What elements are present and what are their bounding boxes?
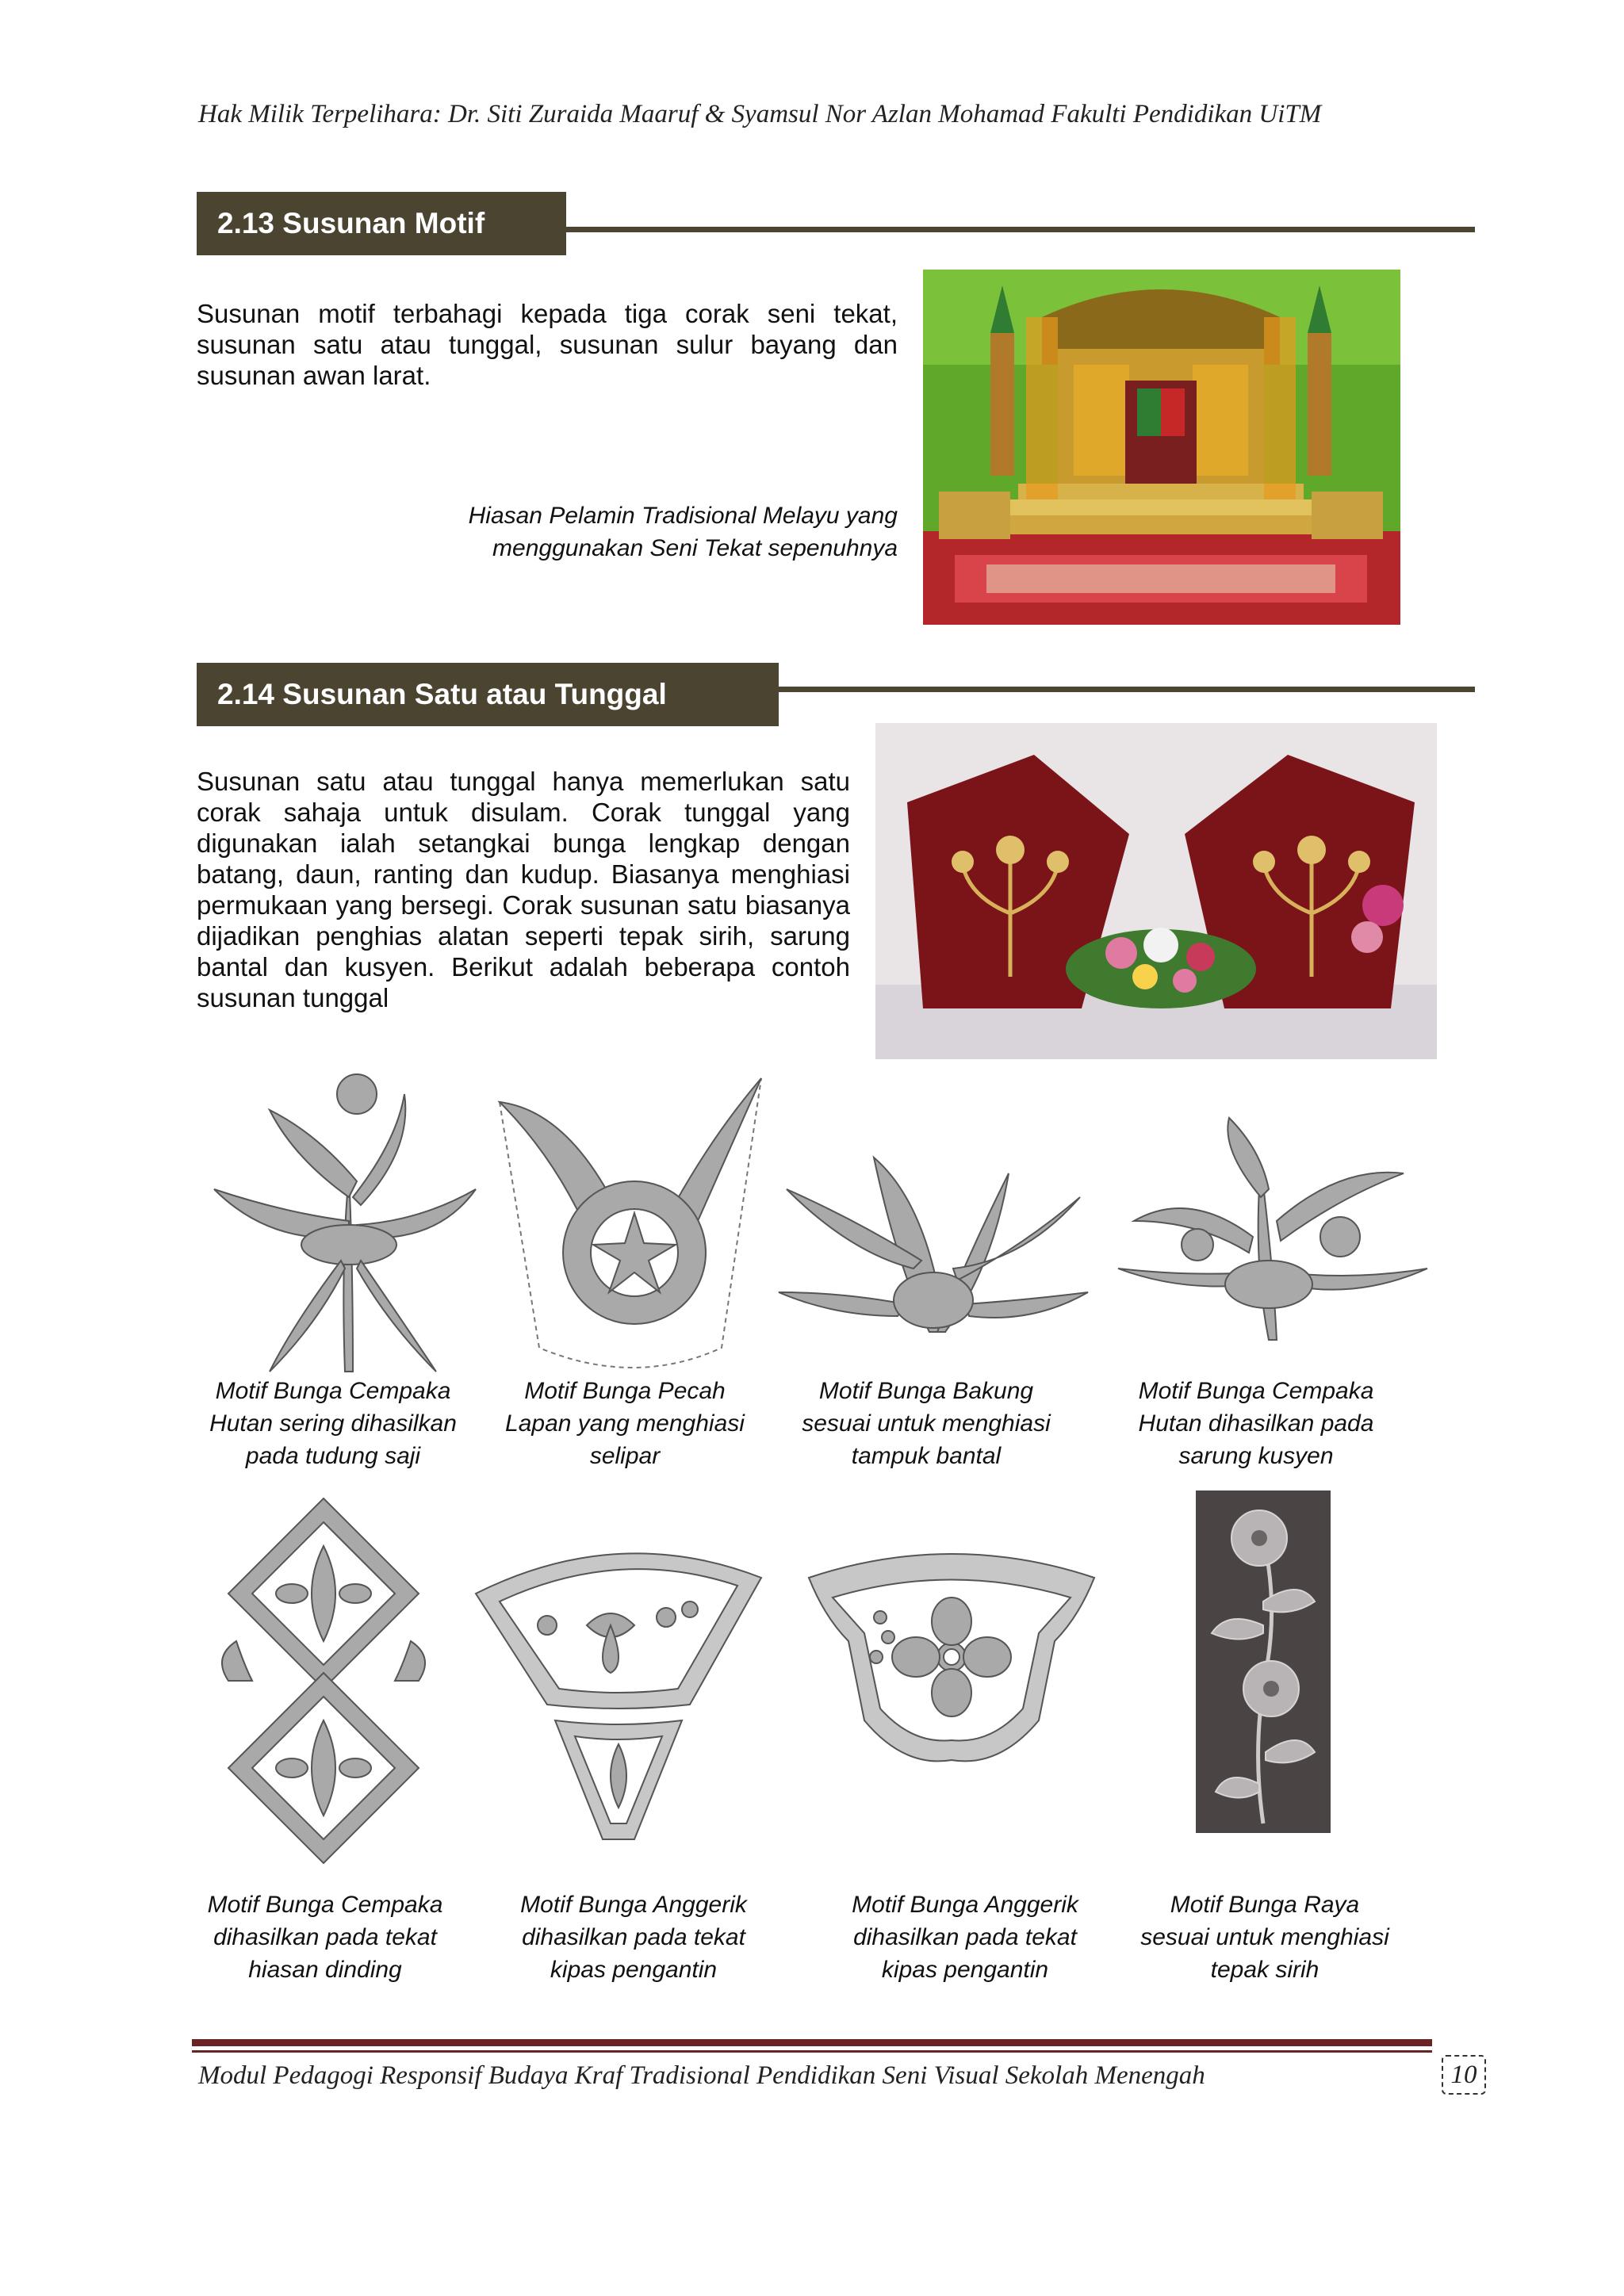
section-rule <box>779 687 1475 692</box>
section-2-14-paragraph: Susunan satu atau tunggal hanya memerlukan satu corak sahaja untuk disulam. Corak tunggal yang digunakan ialah setangkai bunga lengkap dengan batang, daun, ranting dan kudup. Biasanya menghiasi permukaan yang bersegi. Corak susunan satu biasanya dijadikan penghias alatan seperti tepak sirih, sarung bantal dan kusyen. Berikut adalah beberapa contoh susunan tunggal <box>197 767 850 1012</box>
caption-line: dihasilkan pada tekat <box>213 1924 437 1950</box>
motif-bakung-tampuk-bantal <box>771 1110 1094 1348</box>
caption-line: tampuk bantal <box>851 1443 1002 1469</box>
motif-caption <box>828 1888 1102 1986</box>
motif-cempaka-hiasan-dinding <box>205 1483 442 1879</box>
caption-line: menggunakan Seni Tekat sepenuhnya <box>492 535 898 561</box>
motif-anggerik-kipas-pengantin <box>468 1538 772 1855</box>
caption-line: Motif Bunga Raya <box>1170 1892 1360 1918</box>
section-2-13-paragraph: Susunan motif terbahagi kepada tiga corak seni tekat, susunan satu atau tunggal, susunan sulur bayang dan susunan awan larat. <box>197 299 898 390</box>
caption-line: kipas pengantin <box>881 1957 1049 1983</box>
footer-rule <box>192 2039 1432 2046</box>
motif-caption <box>782 1375 1071 1472</box>
caption-line: Motif Bunga Bakung <box>818 1378 1034 1404</box>
cushion-photo <box>875 723 1437 1059</box>
footer-rule <box>192 2050 1432 2053</box>
section-title-2-13: 2.13 Susunan Motif <box>197 192 566 255</box>
pelamin-photo <box>923 270 1400 625</box>
caption-line: Hutan dihasilkan pada <box>1138 1410 1374 1437</box>
motif-pecah-lapan-selipar <box>492 1062 771 1380</box>
caption-line: dihasilkan pada tekat <box>522 1924 745 1950</box>
caption-line: Hutan sering dihasilkan <box>209 1410 457 1437</box>
motif-caption <box>1113 1375 1399 1472</box>
motif-caption <box>496 1888 771 1986</box>
caption-line: Hiasan Pelamin Tradisional Melayu yang <box>468 503 898 529</box>
caption-line: Motif Bunga Anggerik <box>852 1892 1078 1918</box>
caption-line: dihasilkan pada tekat <box>853 1924 1077 1950</box>
caption-line: sesuai untuk menghiasi <box>802 1410 1051 1437</box>
caption-line: Motif Bunga Anggerik <box>520 1892 747 1918</box>
caption-line: hiasan dinding <box>248 1957 402 1983</box>
motif-bunga-raya-tepak-sirih <box>1196 1490 1331 1833</box>
page-header: Hak Milik Terpelihara: Dr. Siti Zuraida Maaruf & Syamsul Nor Azlan Mohamad Fakulti Pendidikan UiTM <box>198 100 1322 128</box>
caption-line: Motif Bunga Cempaka <box>215 1378 451 1404</box>
motif-caption <box>487 1375 763 1472</box>
caption-line: kipas pengantin <box>550 1957 718 1983</box>
caption-line: Motif Bunga Cempaka <box>207 1892 443 1918</box>
motif-anggerik-kipas-pengantin-2 <box>801 1538 1102 1776</box>
motif-caption <box>190 1375 476 1472</box>
motif-cempaka-hutan-sarung-kusyen <box>1102 1102 1438 1364</box>
page-number: 10 <box>1442 2055 1486 2095</box>
caption-line: sarung kusyen <box>1178 1443 1334 1469</box>
section-title-2-14: 2.14 Susunan Satu atau Tunggal <box>197 663 779 726</box>
caption-line: Motif Bunga Cempaka <box>1138 1378 1374 1404</box>
caption-line: sesuai untuk menghiasi <box>1140 1924 1389 1950</box>
caption-line: Lapan yang menghiasi <box>505 1410 745 1437</box>
pelamin-caption <box>349 499 898 564</box>
motif-caption <box>190 1888 460 1986</box>
caption-line: tepak sirih <box>1210 1957 1320 1983</box>
caption-line: pada tudung saji <box>245 1443 421 1469</box>
footer-title: Modul Pedagogi Responsif Budaya Kraf Tradisional Pendidikan Seni Visual Sekolah Menengah <box>198 2061 1205 2090</box>
caption-line: selipar <box>589 1443 661 1469</box>
caption-line: Motif Bunga Pecah <box>524 1378 726 1404</box>
motif-caption <box>1126 1888 1404 1986</box>
motif-cempaka-hutan-tudung-saji <box>198 1062 492 1380</box>
section-rule <box>566 227 1475 232</box>
